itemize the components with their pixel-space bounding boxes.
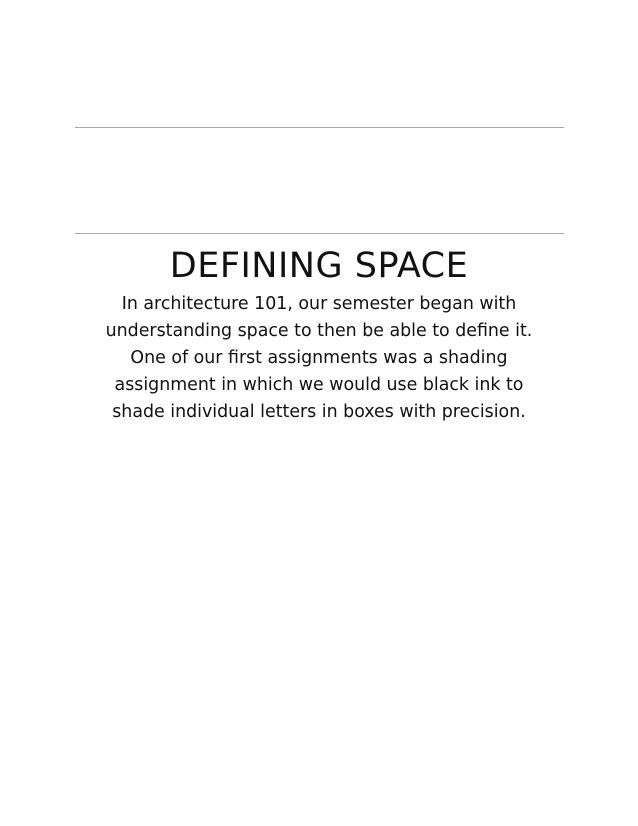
heading-divider bbox=[75, 233, 564, 234]
paragraph-line: shade individual letters in boxes with precision. bbox=[112, 402, 526, 422]
paragraph-line: In architecture 101, our semester began with bbox=[121, 294, 517, 314]
paragraph-line: assignment in which we would use black ink to bbox=[114, 375, 524, 395]
paragraph-line: understanding space to then be able to define it. bbox=[105, 321, 533, 341]
intro-paragraph bbox=[60, 291, 578, 426]
page-title: DEFINING SPACE bbox=[169, 246, 469, 286]
top-divider bbox=[75, 127, 564, 128]
paragraph-line: One of our first assignments was a shading bbox=[130, 348, 508, 368]
